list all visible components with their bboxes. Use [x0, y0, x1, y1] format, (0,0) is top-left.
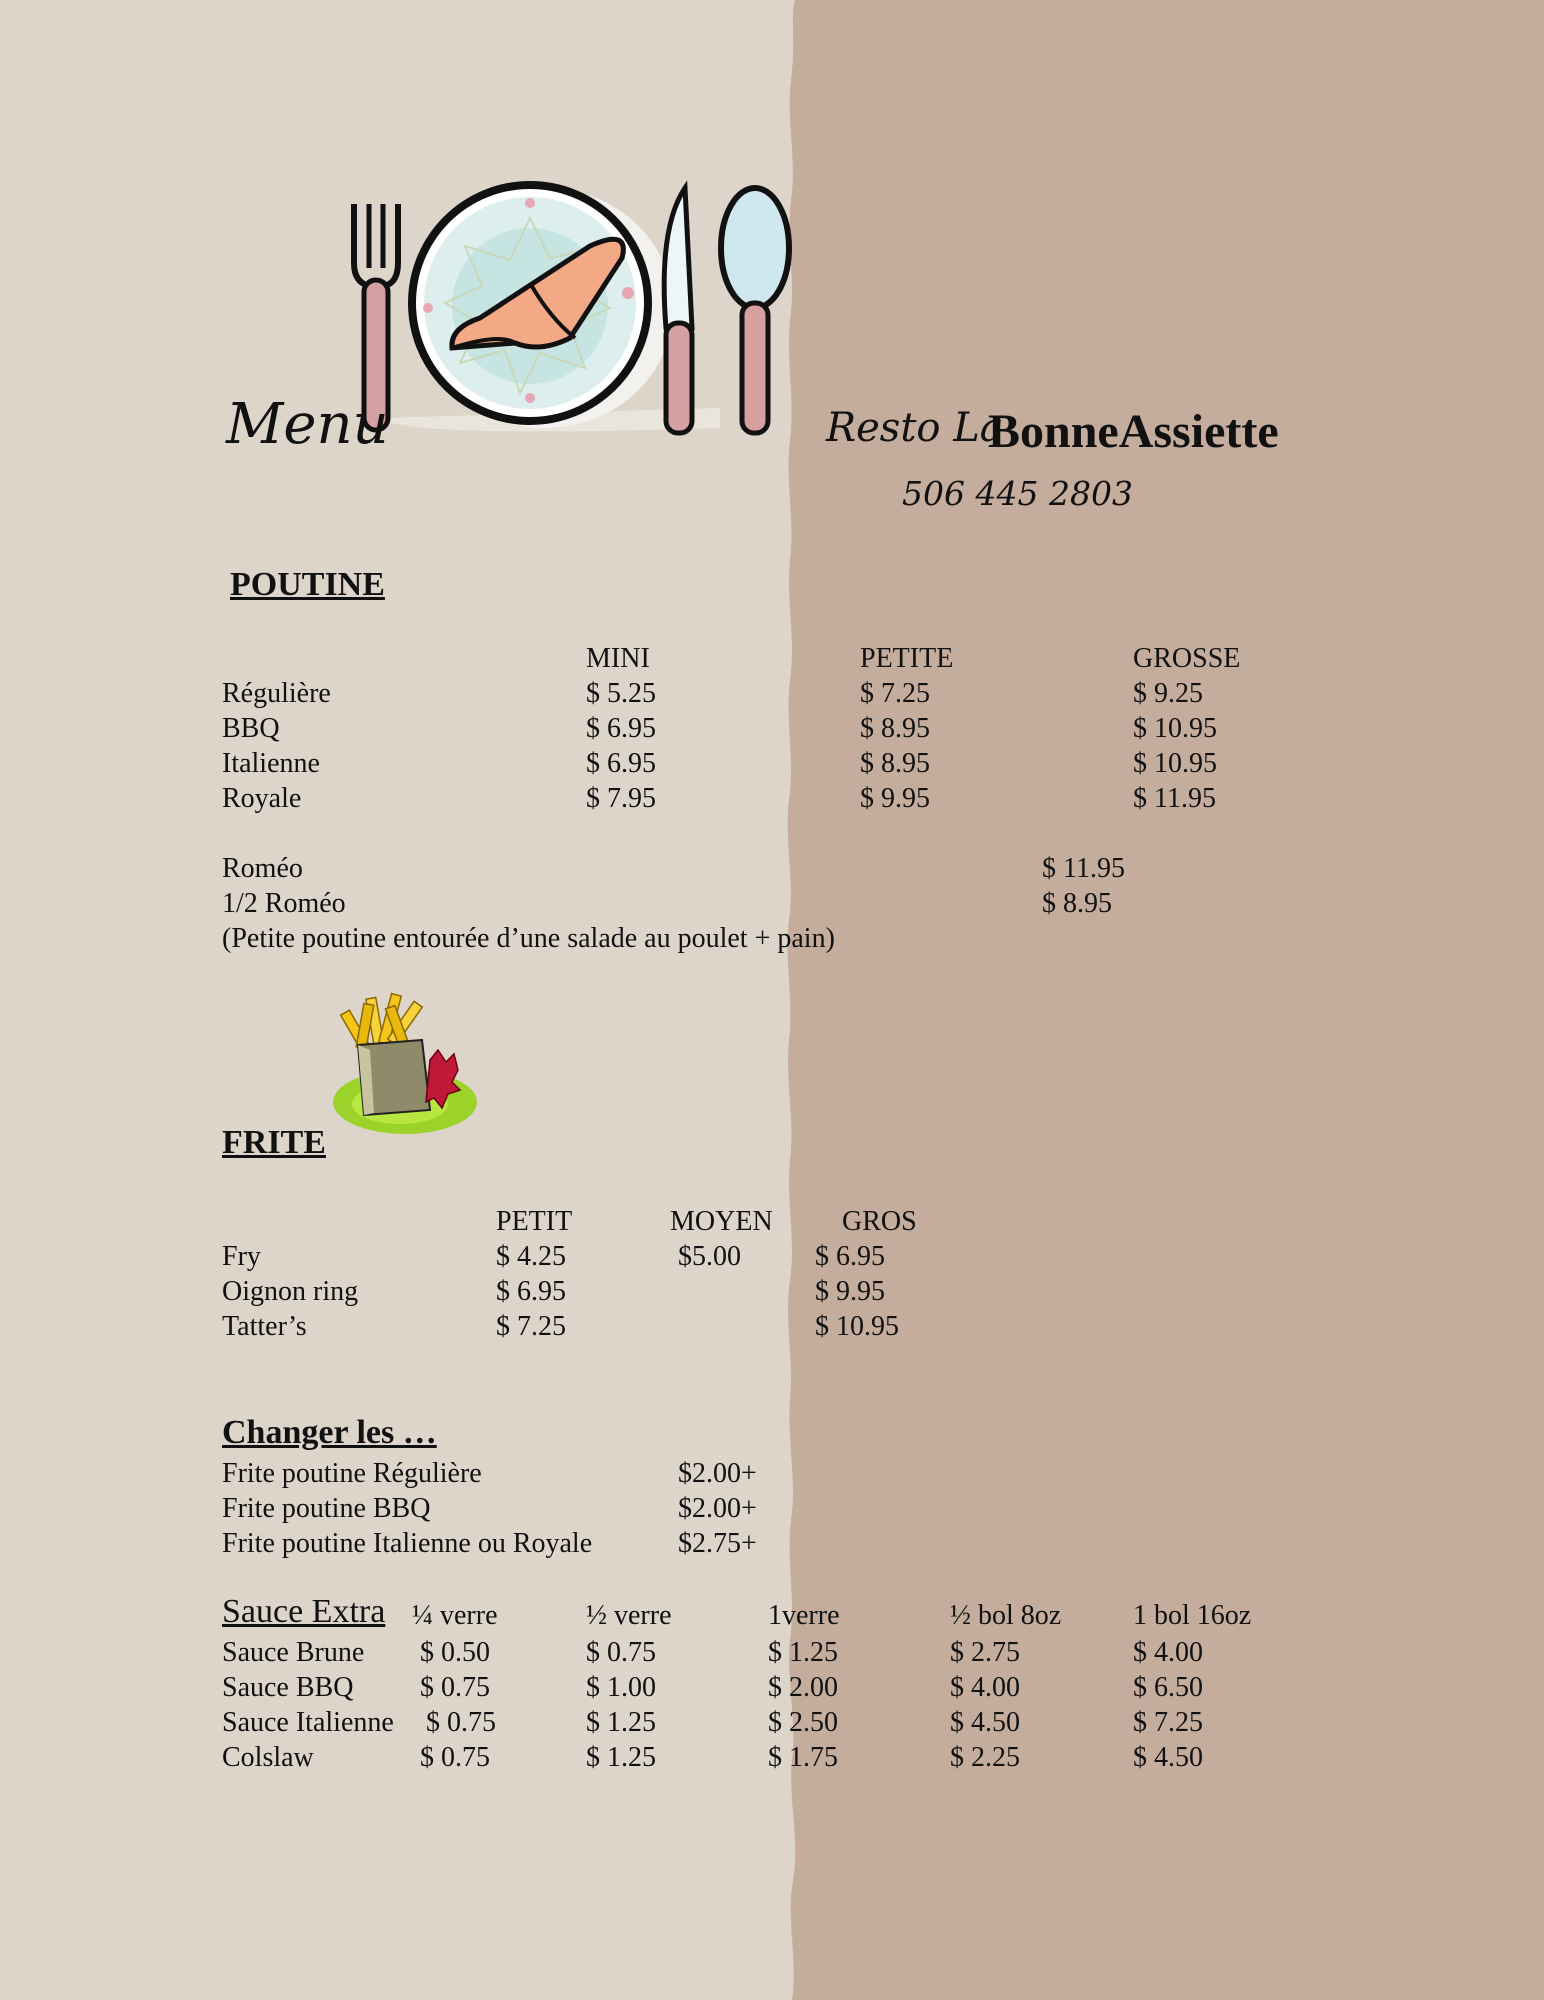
frite-price-gros: $ 9.95 — [815, 1276, 885, 1307]
frite-row — [0, 1239, 1544, 1274]
sauce-row — [0, 1740, 1544, 1775]
sauce-col-half-glass: ½ verre — [586, 1600, 672, 1631]
changer-row — [0, 1456, 1544, 1491]
frite-price-gros: $ 6.95 — [815, 1241, 885, 1272]
sauce-price: $ 1.25 — [586, 1707, 656, 1738]
changer-item-name: Frite poutine Italienne ou Royale — [222, 1528, 593, 1559]
phone-number: 506 445 2803 — [902, 474, 1133, 513]
frite-item-name: Fry — [222, 1241, 261, 1272]
poutine-price-mini: $ 5.25 — [586, 678, 656, 709]
sauce-item-name: Sauce Brune — [222, 1637, 365, 1668]
poutine-col-mini: MINI — [586, 643, 650, 674]
poutine-price-grosse: $ 10.95 — [1133, 713, 1217, 744]
poutine-price-petite: $ 8.95 — [860, 713, 930, 744]
sauce-price: $ 4.50 — [1133, 1742, 1203, 1773]
sauce-price: $ 2.00 — [768, 1672, 838, 1703]
poutine-price-grosse: $ 11.95 — [1133, 783, 1216, 814]
sauce-price: $ 1.25 — [586, 1742, 656, 1773]
frite-price-moyen: $5.00 — [678, 1241, 741, 1272]
sauce-col-bowl: 1 bol 16oz — [1133, 1600, 1252, 1631]
changer-price: $2.75+ — [678, 1528, 757, 1559]
frite-row — [0, 1274, 1544, 1309]
changer-price: $2.00+ — [678, 1458, 757, 1489]
sauce-row — [0, 1670, 1544, 1705]
resto-script-label: Resto La — [826, 405, 1004, 451]
romeo-name: 1/2 Roméo — [222, 888, 346, 919]
sauce-item-name: Colslaw — [222, 1742, 314, 1773]
romeo-row — [0, 886, 1544, 921]
changer-row — [0, 1491, 1544, 1526]
frite-price-petit: $ 7.25 — [496, 1311, 566, 1342]
poutine-price-mini: $ 6.95 — [586, 713, 656, 744]
sauce-price: $ 6.50 — [1133, 1672, 1203, 1703]
poutine-item-name: BBQ — [222, 713, 280, 744]
resto-name: BonneAssiette — [988, 405, 1279, 458]
frite-column-headers — [0, 1204, 1544, 1239]
sauce-price: $ 0.50 — [420, 1637, 490, 1668]
sauce-price: $ 7.25 — [1133, 1707, 1203, 1738]
poutine-item-name: Royale — [222, 783, 302, 814]
changer-price: $2.00+ — [678, 1493, 757, 1524]
sauce-section-title: Sauce Extra — [222, 1593, 386, 1630]
sauce-price: $ 1.75 — [768, 1742, 838, 1773]
sauce-col-glass: 1verre — [768, 1600, 840, 1631]
frite-col-petit: PETIT — [496, 1206, 573, 1237]
sauce-price: $ 2.75 — [950, 1637, 1020, 1668]
frite-price-petit: $ 6.95 — [496, 1276, 566, 1307]
changer-section-title: Changer les … — [222, 1414, 437, 1451]
sauce-price: $ 2.50 — [768, 1707, 838, 1738]
poutine-price-grosse: $ 10.95 — [1133, 748, 1217, 779]
sauce-item-name: Sauce Italienne — [222, 1707, 394, 1738]
sauce-price: $ 0.75 — [586, 1637, 656, 1668]
sauce-price: $ 4.00 — [1133, 1637, 1203, 1668]
poutine-price-petite: $ 8.95 — [860, 748, 930, 779]
poutine-price-grosse: $ 9.25 — [1133, 678, 1203, 709]
poutine-price-mini: $ 7.95 — [586, 783, 656, 814]
sauce-price: $ 0.75 — [426, 1707, 496, 1738]
fries-basket-icon — [330, 990, 495, 1140]
romeo-price: $ 8.95 — [1042, 888, 1112, 919]
romeo-note: (Petite poutine entourée d’une salade au poulet + pain) — [222, 923, 835, 954]
poutine-price-mini: $ 6.95 — [586, 748, 656, 779]
menu-label: Menu — [226, 392, 389, 457]
sauce-price: $ 0.75 — [420, 1742, 490, 1773]
sauce-column-headers — [0, 1593, 1544, 1638]
poutine-row — [0, 711, 1544, 746]
sauce-price: $ 4.00 — [950, 1672, 1020, 1703]
sauce-row — [0, 1705, 1544, 1740]
poutine-col-petite: PETITE — [860, 643, 954, 674]
romeo-row — [0, 851, 1544, 886]
frite-price-gros: $ 10.95 — [815, 1311, 899, 1342]
poutine-row — [0, 676, 1544, 711]
sauce-price: $ 1.00 — [586, 1672, 656, 1703]
poutine-col-grosse: GROSSE — [1133, 643, 1241, 674]
poutine-item-name: Régulière — [222, 678, 331, 709]
changer-item-name: Frite poutine Régulière — [222, 1458, 482, 1489]
romeo-name: Roméo — [222, 853, 303, 884]
poutine-price-petite: $ 7.25 — [860, 678, 930, 709]
poutine-column-headers — [0, 641, 1544, 676]
sauce-item-name: Sauce BBQ — [222, 1672, 354, 1703]
sauce-price: $ 0.75 — [420, 1672, 490, 1703]
poutine-item-name: Italienne — [222, 748, 320, 779]
frite-col-gros: GROS — [842, 1206, 917, 1237]
romeo-price: $ 11.95 — [1042, 853, 1125, 884]
place-setting-icon — [340, 168, 820, 448]
frite-section-title: FRITE — [222, 1124, 326, 1161]
frite-price-petit: $ 4.25 — [496, 1241, 566, 1272]
sauce-col-quarter-glass: ¼ verre — [412, 1600, 498, 1631]
sauce-price: $ 4.50 — [950, 1707, 1020, 1738]
frite-col-moyen: MOYEN — [670, 1206, 773, 1237]
poutine-row — [0, 746, 1544, 781]
sauce-price: $ 2.25 — [950, 1742, 1020, 1773]
changer-item-name: Frite poutine BBQ — [222, 1493, 431, 1524]
poutine-row — [0, 781, 1544, 816]
frite-row — [0, 1309, 1544, 1344]
frite-item-name: Oignon ring — [222, 1276, 359, 1307]
sauce-price: $ 1.25 — [768, 1637, 838, 1668]
sauce-row — [0, 1635, 1544, 1670]
poutine-section-title: POUTINE — [230, 566, 385, 603]
sauce-col-half-bowl: ½ bol 8oz — [950, 1600, 1062, 1631]
poutine-price-petite: $ 9.95 — [860, 783, 930, 814]
frite-item-name: Tatter’s — [222, 1311, 307, 1342]
changer-row — [0, 1526, 1544, 1561]
